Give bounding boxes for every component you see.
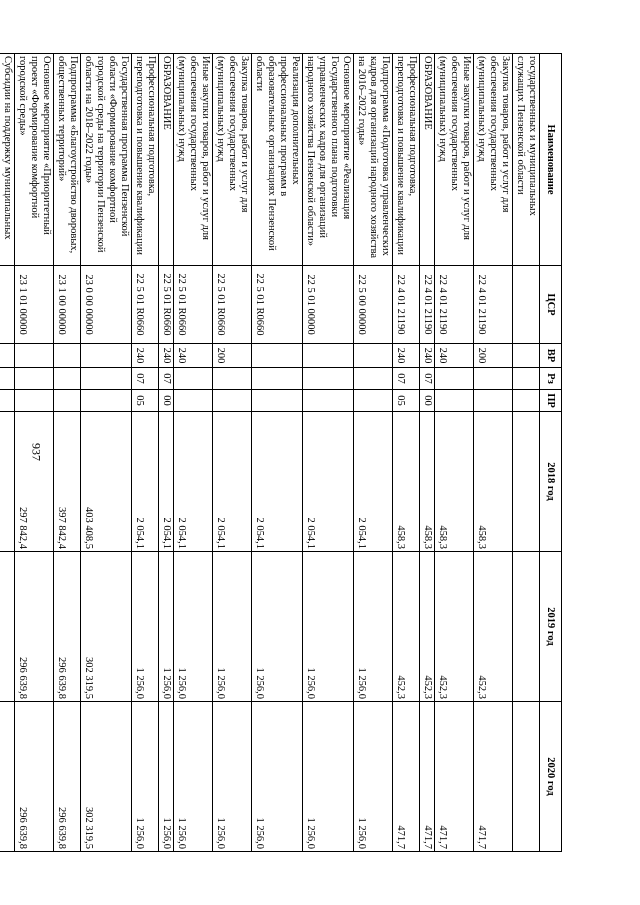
table-cell: 22 5 01 R0660: [159, 266, 174, 344]
table-cell: 458,3: [435, 412, 474, 552]
table-cell: 240: [159, 344, 174, 368]
table-row: [15, 54, 54, 852]
table-cell: [174, 368, 213, 390]
table-cell: 1 256,0: [303, 552, 354, 702]
table-cell: государственных и муниципальных служащих Пензенской области: [513, 54, 540, 266]
table-cell: [0, 702, 15, 852]
table-cell: [0, 344, 15, 368]
table-cell: [474, 390, 513, 412]
table-cell: [354, 390, 393, 412]
table-cell: [513, 552, 540, 702]
table-cell: Иные закупки товаров, работ и услуг для обеспечения государственных (муниципальных) нужд: [174, 54, 213, 266]
table-cell: [0, 368, 15, 390]
table-cell: 1 256,0: [252, 552, 303, 702]
table-cell: 458,3: [474, 412, 513, 552]
table-row: [393, 54, 420, 852]
header-cell: 2019 год: [540, 552, 562, 702]
table-cell: Подпрограмма «Благоустройство дворовых, общественных территорий»: [54, 54, 81, 266]
table-cell: Основное мероприятие «Приоритетный проект «Формирование комфортной городской среды»: [15, 54, 54, 266]
table-row: [354, 54, 393, 852]
table-cell: [81, 390, 132, 412]
table-cell: 1 256,0: [303, 702, 354, 852]
table-cell: [252, 344, 303, 368]
table-cell: 452,3: [393, 552, 420, 702]
table-cell: 22 5 01 R0660: [174, 266, 213, 344]
table-cell: 22 4 01 21190: [474, 266, 513, 344]
table-row: [303, 54, 354, 852]
table-cell: 452,3: [435, 552, 474, 702]
table-cell: 1 256,0: [213, 552, 252, 702]
table-cell: Закупка товаров, работ и услуг для обеспечения государственных (муниципальных) нужд: [474, 54, 513, 266]
table-cell: 471,7: [435, 702, 474, 852]
table-cell: [513, 412, 540, 552]
table-cell: 05: [132, 390, 159, 412]
table-cell: [0, 390, 15, 412]
table-cell: [513, 266, 540, 344]
table-cell: 296 639,8: [15, 702, 54, 852]
table-cell: [54, 368, 81, 390]
table-cell: 07: [132, 368, 159, 390]
table-cell: [0, 412, 15, 552]
table-row: [435, 54, 474, 852]
table-cell: 2 054,1: [213, 412, 252, 552]
table-row: [132, 54, 159, 852]
table-cell: Подпрограмма «Подготовка управленческих кадров для организаций народного хозяйства на 2016–2022 годы»: [354, 54, 393, 266]
header-row: [540, 54, 562, 852]
table-body: [0, 54, 540, 852]
table-cell: [213, 390, 252, 412]
table-cell: 00: [420, 390, 435, 412]
header-cell: ПР: [540, 390, 562, 412]
table-cell: 22 5 00 00000: [354, 266, 393, 344]
table-cell: 1 256,0: [354, 552, 393, 702]
table-cell: [252, 390, 303, 412]
table-cell: 296 639,8: [54, 552, 81, 702]
table-cell: 1 256,0: [159, 702, 174, 852]
table-cell: [303, 368, 354, 390]
table-cell: 2 054,1: [252, 412, 303, 552]
table-cell: 458,3: [393, 412, 420, 552]
table-cell: Реализация дополнительных профессиональных программ в образовательных организациях Пензенской области: [252, 54, 303, 266]
table-cell: [435, 390, 474, 412]
table-cell: 22 4 01 21190: [393, 266, 420, 344]
table-cell: [513, 368, 540, 390]
table-cell: 2 054,1: [354, 412, 393, 552]
table-cell: Профессиональная подготовка, переподготовка и повышение квалификации: [393, 54, 420, 266]
table-cell: ОБРАЗОВАНИЕ: [159, 54, 174, 266]
table-cell: [15, 368, 54, 390]
table-cell: 471,7: [420, 702, 435, 852]
table-cell: 240: [393, 344, 420, 368]
table-cell: 302 319,5: [81, 702, 132, 852]
table-cell: 22 4 01 21190: [420, 266, 435, 344]
table-cell: 471,7: [474, 702, 513, 852]
table-row: [474, 54, 513, 852]
table-cell: [81, 344, 132, 368]
table-cell: 1 256,0: [159, 552, 174, 702]
header-cell: 2020 год: [540, 702, 562, 852]
table-cell: 05: [393, 390, 420, 412]
table-row: [159, 54, 174, 852]
table-cell: [213, 368, 252, 390]
table-cell: Иные закупки товаров, работ и услуг для обеспечения государственных (муниципальных) нужд: [435, 54, 474, 266]
table-cell: 22 5 01 R0660: [132, 266, 159, 344]
table-cell: [252, 368, 303, 390]
table-cell: 23 1 00 00000: [54, 266, 81, 344]
table-cell: [513, 702, 540, 852]
table-cell: 07: [159, 368, 174, 390]
table-cell: 302 319,5: [81, 552, 132, 702]
table-row: [174, 54, 213, 852]
table-cell: 22 5 01 R0660: [213, 266, 252, 344]
table-cell: 2 054,1: [174, 412, 213, 552]
table-cell: [474, 368, 513, 390]
table-cell: 200: [474, 344, 513, 368]
table-cell: 1 256,0: [252, 702, 303, 852]
table-cell: 1 256,0: [174, 702, 213, 852]
table-cell: [354, 368, 393, 390]
table-row: [252, 54, 303, 852]
table-cell: [354, 344, 393, 368]
table-row: [0, 54, 15, 852]
table-cell: 23 0 00 00000: [81, 266, 132, 344]
table-cell: Государственная программа Пензенской области «Формирование комфортной городской среды на территории Пензенской области на 2018–2022 годы»: [81, 54, 132, 266]
table-cell: 1 256,0: [132, 552, 159, 702]
table-cell: [15, 390, 54, 412]
table-cell: [54, 344, 81, 368]
table-cell: 452,3: [420, 552, 435, 702]
table-cell: 297 842,4: [15, 412, 54, 552]
table-cell: [303, 390, 354, 412]
table-row: [213, 54, 252, 852]
table-cell: 240: [174, 344, 213, 368]
table-cell: 2 054,1: [303, 412, 354, 552]
table-cell: 403 408,5: [81, 412, 132, 552]
page-number: 937: [29, 443, 44, 461]
table-cell: [435, 368, 474, 390]
table-cell: Профессиональная подготовка, переподготовка и повышение квалификации: [132, 54, 159, 266]
table-cell: 240: [132, 344, 159, 368]
header-cell: Рз: [540, 368, 562, 390]
table-cell: 22 5 01 00000: [303, 266, 354, 344]
table-cell: 1 256,0: [354, 702, 393, 852]
table-cell: [0, 266, 15, 344]
table-cell: [15, 344, 54, 368]
table-cell: 22 5 01 R0660: [252, 266, 303, 344]
table-cell: 1 256,0: [132, 702, 159, 852]
table-cell: 2 054,1: [159, 412, 174, 552]
table-cell: 458,3: [420, 412, 435, 552]
table-cell: 240: [435, 344, 474, 368]
table-cell: [513, 344, 540, 368]
header-cell: 2018 год: [540, 412, 562, 552]
header-cell: ВР: [540, 344, 562, 368]
table-cell: [81, 368, 132, 390]
table-cell: 22 4 01 21190: [435, 266, 474, 344]
table-cell: 07: [420, 368, 435, 390]
table-cell: 452,3: [474, 552, 513, 702]
table-cell: 200: [213, 344, 252, 368]
table-row: [420, 54, 435, 852]
table-cell: 296 639,8: [54, 702, 81, 852]
table-cell: [174, 390, 213, 412]
table-cell: [513, 390, 540, 412]
header-cell: Наименование: [540, 54, 562, 266]
table-cell: Субсидии на поддержку муниципальных: [0, 54, 15, 266]
table-cell: Закупка товаров, работ и услуг для обеспечения государственных (муниципальных) нужд: [213, 54, 252, 266]
table-row: [81, 54, 132, 852]
table-cell: 1 256,0: [213, 702, 252, 852]
header-cell: ЦСР: [540, 266, 562, 344]
table-cell: 23 1 01 00000: [15, 266, 54, 344]
table-cell: 00: [159, 390, 174, 412]
table-row: [54, 54, 81, 852]
budget-table: [0, 53, 562, 852]
table-cell: ОБРАЗОВАНИЕ: [420, 54, 435, 266]
table-cell: [303, 344, 354, 368]
table-cell: 07: [393, 368, 420, 390]
table-cell: [54, 390, 81, 412]
table-cell: 1 256,0: [174, 552, 213, 702]
table-cell: [0, 552, 15, 702]
table-cell: 2 054,1: [132, 412, 159, 552]
table-row: [513, 54, 540, 852]
table-cell: Основное мероприятие «Реализация Государственного плана подготовки управленческих кадров для организаций народного хозяйства Пензенской области»: [303, 54, 354, 266]
table-cell: 397 842,4: [54, 412, 81, 552]
table-cell: 240: [420, 344, 435, 368]
table-cell: 471,7: [393, 702, 420, 852]
table-cell: 296 639,8: [15, 552, 54, 702]
